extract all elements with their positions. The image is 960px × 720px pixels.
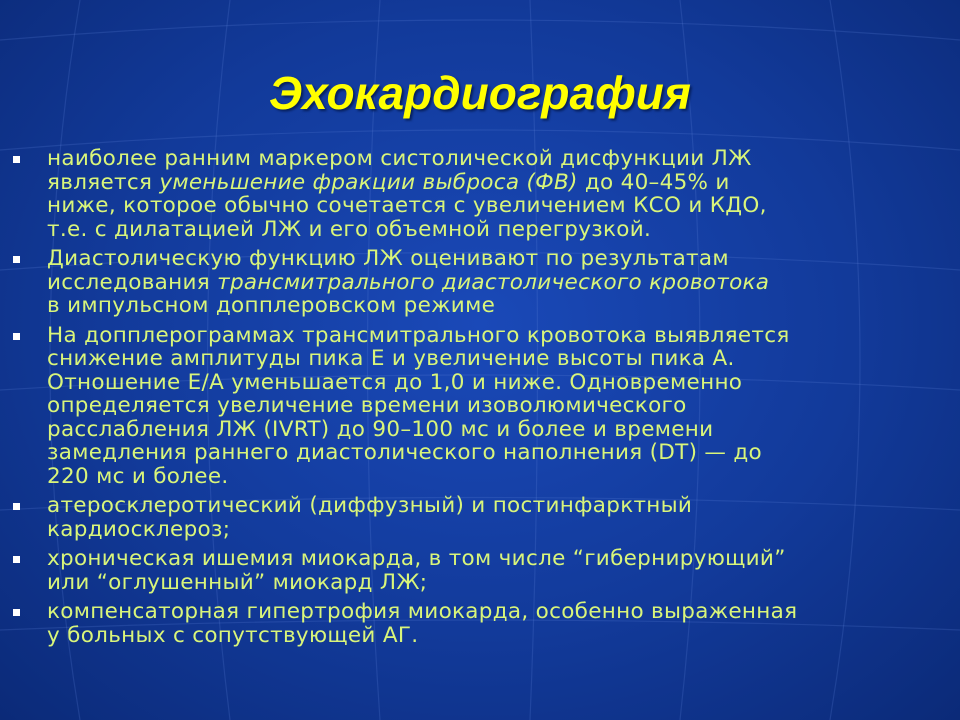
bullet-square-icon [13,333,20,340]
bullet-square-icon [13,556,20,563]
bullet-text: Диастолическую функцию ЛЖ оценивают по результатам исследования трансмитрального диастолического кровотока в импульсном допплеровском режиме [47,246,770,318]
bullet-text: атеросклеротический (диффузный) и постинфарктный кардиосклероз; [47,493,693,542]
bullet-list [0,147,960,653]
bullet-text: На допплерограммах трансмитрального кровотока выявляется снижение амплитуды пика Е и увеличение высоты пика А. Отношение Е/А уменьшается до 1,0 и ниже. Одновременно определяется увеличение времени изоволюмического расслабления ЛЖ (IVRT) до 90–100 мс и более и времени замедления раннего диастолического наполнения (DT) — до 220 мс и более. [47,322,790,489]
bullet-text: хроническая ишемия миокарда, в том числе “гибернирующий” или “оглушенный” миокард ЛЖ; [47,546,786,595]
bullet-item [0,547,960,594]
bullet-item [0,494,960,541]
bullet-item [0,247,960,318]
bullet-square-icon [13,609,20,616]
bullet-item [0,147,960,241]
bullet-text: компенсаторная гипертрофия миокарда, особенно выраженная у больных с сопутствующей АГ. [47,599,798,648]
bullet-square-icon [13,503,20,510]
bullet-item [0,600,960,647]
slide-title: Эхокардиография [269,67,691,119]
bullet-item [0,324,960,489]
bullet-text: наиболее ранним маркером систолической дисфункции ЛЖ является уменьшение фракции выброса (ФВ) до 40–45% и ниже, которое обычно сочетается с увеличением КСО и КДО, т.е. с дилатацией ЛЖ и его объемной перегрузкой. [47,146,767,242]
bullet-square-icon [13,256,20,263]
bullet-square-icon [13,156,20,163]
